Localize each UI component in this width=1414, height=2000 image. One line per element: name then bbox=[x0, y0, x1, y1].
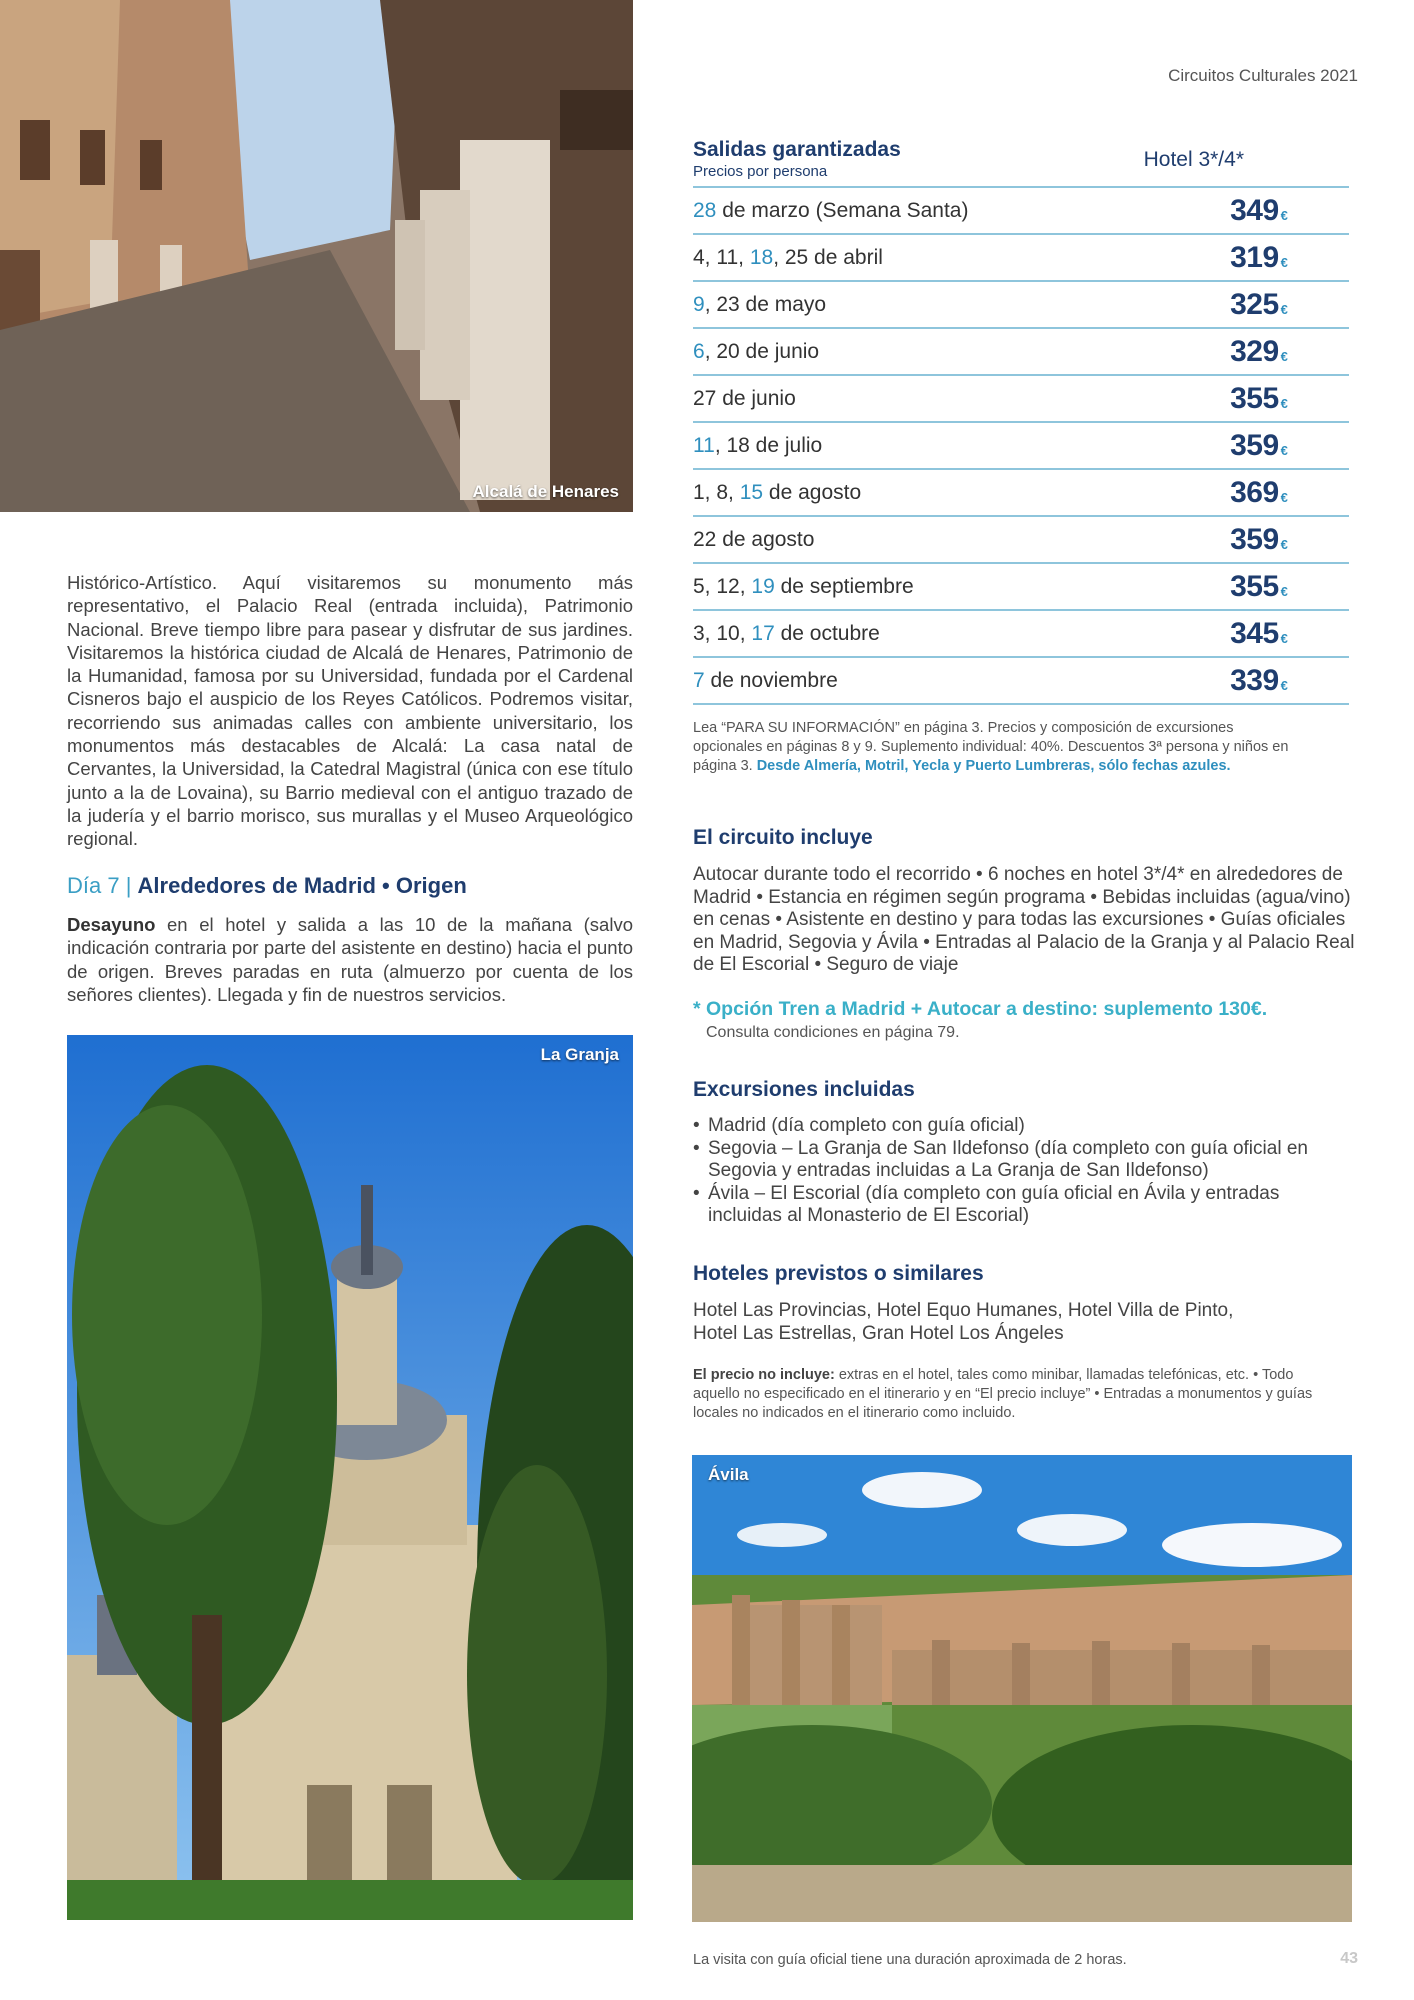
departure-dates bbox=[693, 328, 1169, 375]
price-row bbox=[693, 469, 1349, 516]
departure-dates bbox=[693, 469, 1169, 516]
price-table-body bbox=[693, 188, 1349, 705]
price-row bbox=[693, 563, 1349, 610]
currency-symbol: € bbox=[1280, 395, 1288, 411]
not-included bbox=[693, 1366, 1323, 1423]
date-text: de septiembre bbox=[774, 574, 914, 598]
price-value: 359 bbox=[1230, 428, 1279, 462]
prices-footnote bbox=[693, 719, 1303, 776]
price-cell bbox=[1169, 563, 1349, 610]
date-text: de octubre bbox=[774, 621, 880, 645]
price-value: 329 bbox=[1230, 334, 1279, 368]
city-walls-illustration bbox=[692, 1455, 1352, 1922]
excursions-title: Excursiones incluidas bbox=[693, 1078, 915, 1101]
photo-avila bbox=[692, 1455, 1352, 1922]
day-description bbox=[67, 913, 633, 1006]
departure-dates bbox=[693, 563, 1169, 610]
price-row bbox=[693, 657, 1349, 704]
price-row bbox=[693, 422, 1349, 469]
currency-symbol: € bbox=[1280, 489, 1288, 505]
prices-column-header: Hotel 3*/4* bbox=[1143, 148, 1244, 171]
not-included-label: El precio no incluye: bbox=[693, 1367, 835, 1383]
day-number: Día 7 | bbox=[67, 873, 132, 898]
photo-caption-la-granja: La Granja bbox=[540, 1045, 619, 1064]
date-text: de noviembre bbox=[704, 668, 838, 692]
departure-dates bbox=[693, 375, 1169, 422]
price-row bbox=[693, 516, 1349, 563]
price-cell bbox=[1169, 328, 1349, 375]
photo-caption-avila: Ávila bbox=[708, 1465, 749, 1484]
currency-symbol: € bbox=[1280, 536, 1288, 552]
includes-title: El circuito incluye bbox=[693, 826, 873, 849]
price-row bbox=[693, 234, 1349, 281]
includes-text: Autocar durante todo el recorrido • 6 noches en hotel 3*/4* en alrededores de Madrid • Estancia en régimen según programa • Bebidas incluidas (agua/vino) en cenas • Asistente en destino y para todas las excursiones • Guías oficiales en Madrid, Segovia y Ávila • Entradas al Palacio de la Granja y al Palacio Real de El Escorial • Seguro de viaje bbox=[693, 864, 1355, 975]
day-title: Alrededores de Madrid • Origen bbox=[137, 873, 467, 898]
price-row bbox=[693, 328, 1349, 375]
date-text: de agosto bbox=[763, 480, 862, 504]
price-cell bbox=[1169, 234, 1349, 281]
date-text: 4, 11, bbox=[693, 245, 750, 269]
price-row bbox=[693, 188, 1349, 234]
price-value: 355 bbox=[1230, 569, 1279, 603]
date-text: de marzo (Semana Santa) bbox=[716, 198, 969, 222]
date-text: 27 de junio bbox=[693, 386, 796, 410]
highlighted-date: 7 bbox=[693, 668, 705, 692]
hotels-text: Hotel Las Provincias, Hotel Equo Humanes, Hotel Villa de Pinto, Hotel Las Estrellas, Gran Hotel Los Ángeles bbox=[693, 1300, 1234, 1344]
highlighted-date: 11 bbox=[693, 433, 715, 457]
departure-dates bbox=[693, 188, 1169, 234]
currency-symbol: € bbox=[1280, 583, 1288, 599]
price-cell bbox=[1169, 375, 1349, 422]
photo-la-granja bbox=[67, 1035, 633, 1920]
date-text: 3, 10, bbox=[693, 621, 752, 645]
date-text: , 20 de junio bbox=[704, 339, 820, 363]
itinerary-paragraph: Histórico-Artístico. Aquí visitaremos su monumento más representativo, el Palacio Real (entrada incluida), Patrimonio Nacional. Breve tiempo libre para pasear y disfrutar de sus jardines. Visitaremos la histórica ciudad de Alcalá de Henares, Patrimonio de la Humanidad, famosa por su Universidad, fundada por el Cardenal Cisneros bajo el auspicio de los Reyes Católicos. Podremos visitar, recorriendo sus animadas calles con ambiente universitario, los monumentos más destacables de Alcalá: La casa natal de Cervantes, la Universidad, la Catedral Magistral (única con ese título junto a la de Lovaina), su Barrio medieval con el antiguo trazado de la judería y el barrio morisco, sus murallas y el Museo Arqueológico regional. bbox=[67, 572, 633, 850]
not-included-text: extras en el hotel, tales como minibar, llamadas telefónicas, etc. • Todo aquello no especificado en el itinerario y en “El precio incluye” • Entradas a monumentos y guías locales no indicados en el itinerario como incluido. bbox=[693, 1367, 1313, 1421]
currency-symbol: € bbox=[1280, 677, 1288, 693]
highlighted-date: 18 bbox=[749, 245, 774, 269]
currency-symbol: € bbox=[1280, 207, 1288, 223]
price-value: 319 bbox=[1230, 240, 1279, 274]
price-cell bbox=[1169, 422, 1349, 469]
train-option: * Opción Tren a Madrid + Autocar a destino: suplemento 130€. bbox=[693, 998, 1268, 1020]
date-text: , 18 de julio bbox=[714, 433, 823, 457]
prices-subtitle: Precios por persona bbox=[693, 163, 828, 180]
day-description-text: en el hotel y salida a las 10 de la mañana (salvo indicación contraria por parte del asistente en destino) hacia el punto de origen. Breves paradas en ruta (almuerzo por cuenta de los señores clientes). Llegada y fin de nuestros servicios. bbox=[67, 914, 633, 1005]
date-text: 5, 12, bbox=[693, 574, 752, 598]
train-option-note: Consulta condiciones en página 79. bbox=[706, 1024, 960, 1041]
departure-dates bbox=[693, 234, 1169, 281]
highlighted-date: 17 bbox=[751, 621, 775, 645]
hotels-title: Hoteles previstos o similares bbox=[693, 1262, 984, 1285]
photo-alcala-de-henares bbox=[0, 0, 633, 512]
day-heading bbox=[67, 873, 633, 899]
photo-caption-alcala: Alcalá de Henares bbox=[472, 482, 619, 501]
price-value: 355 bbox=[1230, 381, 1279, 415]
price-table bbox=[693, 188, 1349, 705]
price-cell bbox=[1169, 516, 1349, 563]
publication-title: Circuitos Culturales 2021 bbox=[1168, 66, 1358, 85]
highlighted-date: 19 bbox=[751, 574, 775, 598]
departure-dates bbox=[693, 516, 1169, 563]
currency-symbol: € bbox=[1280, 348, 1288, 364]
excursion-item: • Segovia – La Granja de San Ildefonso (día completo con guía oficial en Segovia y entradas incluidas a La Granja de San Ildefonso) bbox=[693, 1138, 1333, 1183]
price-row bbox=[693, 610, 1349, 657]
prices-footnote-text: Lea “PARA SU INFORMACIÓN” en página 3. Precios y composición de excursiones opcionales en páginas 8 y 9. Suplemento individual: 40%. Descuentos 3ª persona y niños en página 3. bbox=[693, 720, 1289, 774]
footer-note: La visita con guía oficial tiene una duración aproximada de 2 horas. bbox=[693, 1952, 1127, 1968]
price-value: 349 bbox=[1230, 193, 1279, 227]
highlighted-date: 15 bbox=[739, 480, 764, 504]
date-text: 1, 8, bbox=[693, 480, 740, 504]
price-row bbox=[693, 375, 1349, 422]
excursion-item: • Ávila – El Escorial (día completo con guía oficial en Ávila y entradas incluidas al Monasterio de El Escorial) bbox=[693, 1183, 1333, 1228]
price-value: 339 bbox=[1230, 663, 1279, 697]
currency-symbol: € bbox=[1280, 301, 1288, 317]
highlighted-date: 28 bbox=[693, 198, 717, 222]
prices-footnote-highlight: Desde Almería, Motril, Yecla y Puerto Lumbreras, sólo fechas azules. bbox=[756, 758, 1231, 774]
date-text: , 23 de mayo bbox=[704, 292, 827, 316]
prices-header bbox=[693, 138, 1349, 186]
price-value: 325 bbox=[1230, 287, 1279, 321]
prices-title: Salidas garantizadas bbox=[693, 138, 901, 161]
price-value: 345 bbox=[1230, 616, 1279, 650]
price-cell bbox=[1169, 657, 1349, 704]
price-cell bbox=[1169, 469, 1349, 516]
currency-symbol: € bbox=[1280, 442, 1288, 458]
date-text: , 25 de abril bbox=[773, 245, 883, 269]
page-number: 43 bbox=[1340, 1950, 1358, 1967]
price-value: 369 bbox=[1230, 475, 1279, 509]
currency-symbol: € bbox=[1280, 630, 1288, 646]
excursions-list bbox=[693, 1115, 1333, 1228]
departure-dates bbox=[693, 610, 1169, 657]
price-value: 359 bbox=[1230, 522, 1279, 556]
highlighted-date: 6 bbox=[693, 339, 705, 363]
price-cell bbox=[1169, 281, 1349, 328]
departure-dates bbox=[693, 657, 1169, 704]
price-cell bbox=[1169, 188, 1349, 234]
price-cell bbox=[1169, 610, 1349, 657]
date-text: 22 de agosto bbox=[693, 527, 815, 551]
departure-dates bbox=[693, 422, 1169, 469]
excursion-item: • Madrid (día completo con guía oficial) bbox=[693, 1115, 1333, 1138]
currency-symbol: € bbox=[1280, 254, 1288, 270]
street-illustration bbox=[0, 0, 633, 512]
palace-illustration bbox=[67, 1035, 633, 1920]
day-description-lead: Desayuno bbox=[67, 914, 156, 935]
departure-dates bbox=[693, 281, 1169, 328]
highlighted-date: 9 bbox=[693, 292, 705, 316]
price-row bbox=[693, 281, 1349, 328]
